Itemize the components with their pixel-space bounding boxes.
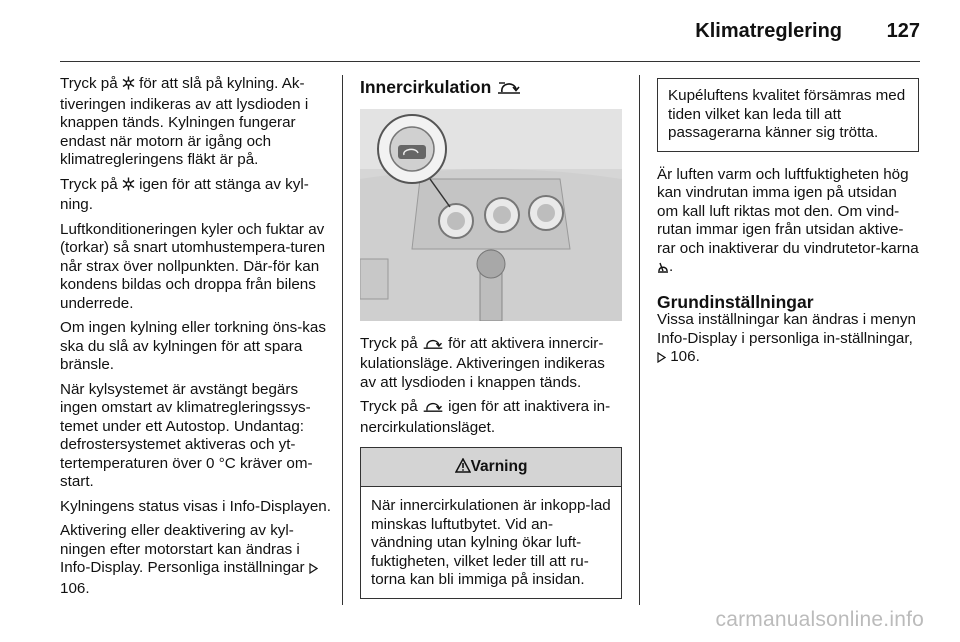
paragraph: När kylsystemet är avstängt begärs ingen omstart av klimatregleringssys-temet under ett Autostop. Undantag: defrostersystemet aktiveras och yt-tertemperaturen över 0 °C kräver om-start. [60,380,313,490]
page-reference-link[interactable]: 106. [60,579,90,597]
dashboard-illustration [360,109,622,321]
recirculation-icon [496,80,522,99]
snowflake-icon [122,177,135,197]
paragraph: Tryck på för att aktivera innercir-kulationsläge. Aktiveringen indikeras av att lysdioden i knappen tänds. [360,334,605,391]
page-reference-triangle-icon [309,561,318,580]
warning-title: Varning [470,458,528,475]
header-rule [60,61,920,62]
recirculation-icon [422,337,444,356]
column-divider [342,75,343,605]
paragraph: Tryck på igen för att inaktivera in-nercirkulationsläget. [360,398,611,436]
paragraph: Är luften varm och luftfuktigheten hög kan vindrutan imma igen på utsidan om kall luft riktas mot den. Om vind-rutan immar igen från utsidan aktive-rar och inaktiverar du vindrutetor-karna . [657,166,919,279]
wiper-icon [657,260,669,279]
paragraph: Kylningens status visas i Info-Displayen. [60,497,331,515]
paragraph: Tryck på för att slå på kylning. Ak-tiveringen indikeras av att lysdioden i knappen tänds. Kylningen fungerar endast när motorn är igång och klimatregleringens fläkt är på. [60,75,309,168]
paragraph: Om ingen kylning eller torkning öns-kas ska du slå av kylningen för att spara bränsle. [60,319,326,373]
paragraph: Aktivering eller deaktivering av kyl-ningen efter motorstart kan ändras i Info-Display. Personliga inställningar 106. [60,522,332,598]
paragraph: Tryck på igen för att stänga av kyl-ning. [60,175,309,213]
column-2 [360,78,622,599]
page-reference-triangle-icon [657,350,666,369]
watermark: carmanualsonline.info [715,608,924,631]
recirculation-icon [422,400,444,419]
warning-triangle-icon [455,450,471,488]
column-3 [657,75,919,375]
page-reference-link[interactable]: 106. [670,348,700,365]
page-header [0,0,960,62]
section-heading: Innercirkulation [360,78,622,99]
warning-header [361,448,621,487]
paragraph: Vissa inställningar kan ändras i menyn Info-Display i personliga in-ställningar, 106. [657,311,919,369]
snowflake-icon [122,76,135,96]
page-title: Klimatreglering [695,20,842,42]
warning-box [360,447,622,599]
paragraph: Luftkonditioneringen kyler och fuktar av (torkar) så snart utomhustempera-turen når strax över nollpunkten. Där-för kan kondens bildas och droppa från bilens underrede. [60,220,326,312]
column-1 [60,75,332,604]
page-number: 127 [886,20,920,42]
warning-text: När innercirkulationen är inkopp-lad minskas luftutbytet. Vid an-vändning utan kylning ökar luft-fuktigheten, vilket leder till att ru-torna kan bli immiga på insidan. [371,497,611,588]
column-divider [639,75,640,605]
info-box: Kupéluftens kvalitet försämras med tiden vilket kan leda till att passagerarna känner sig trötta. [657,78,919,152]
section-heading: Grundinställningar [657,291,814,312]
